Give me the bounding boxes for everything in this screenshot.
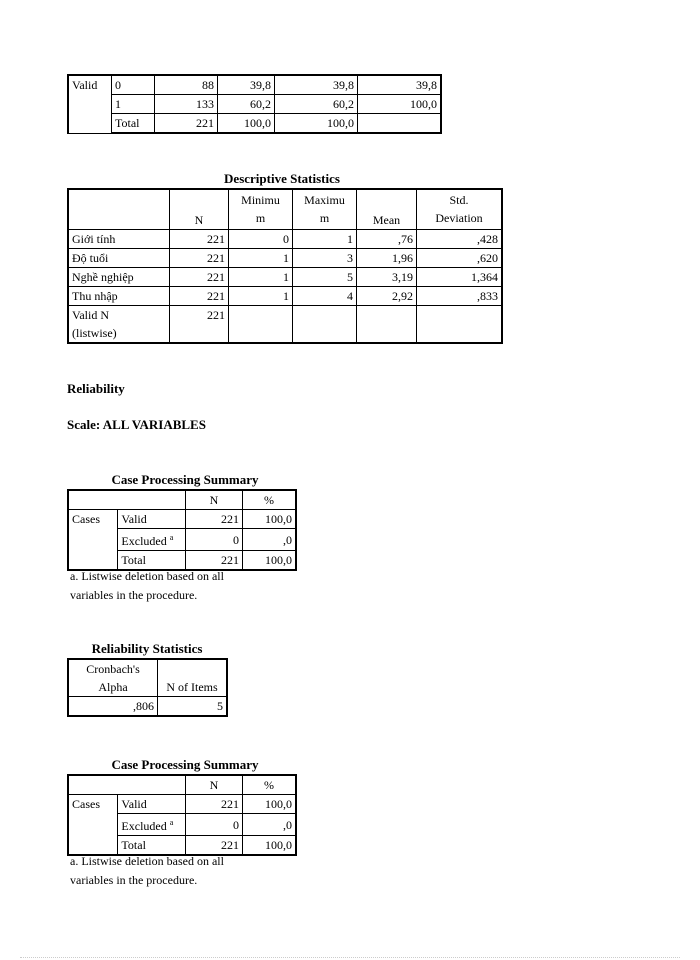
empty-cell — [293, 305, 357, 343]
header-minimum: Minimu m — [229, 189, 293, 229]
empty-cell — [229, 305, 293, 343]
valid-percent-cell: 39,8 — [275, 75, 358, 95]
row-label: Giới tính — [68, 229, 170, 248]
min-cell: 0 — [229, 229, 293, 248]
n-cell: 221 — [186, 795, 243, 814]
percent-cell: 100,0 — [243, 551, 297, 571]
max-cell: 3 — [293, 248, 357, 267]
frequency-cell: 88 — [155, 75, 218, 95]
n-cell: 221 — [186, 510, 243, 529]
row-label: Excluded $^a$ — [118, 529, 186, 551]
min-cell: 1 — [229, 286, 293, 305]
corner-cell — [68, 775, 186, 795]
n-cell: 221 — [170, 248, 229, 267]
case-summary-title: Case Processing Summary — [111, 472, 259, 487]
row-label: Excluded $^a$ — [118, 814, 186, 836]
reliability-stats-table — [67, 658, 228, 717]
std-cell: 1,364 — [417, 267, 503, 286]
corner-cell — [68, 189, 170, 229]
percent-cell: 100,0 — [243, 836, 297, 856]
n-cell: 221 — [170, 229, 229, 248]
mean-cell: 1,96 — [357, 248, 417, 267]
mean-cell: 2,92 — [357, 286, 417, 305]
valid-percent-cell: 100,0 — [275, 114, 358, 134]
percent-cell: ,0 — [243, 814, 297, 836]
min-cell: 1 — [229, 267, 293, 286]
scale-heading: Scale: ALL VARIABLES — [67, 417, 206, 432]
header-n: N — [170, 189, 229, 229]
header-n: N — [186, 490, 243, 510]
frequency-cell: 133 — [155, 95, 218, 114]
max-cell: 5 — [293, 267, 357, 286]
cases-label: Cases — [68, 795, 118, 856]
header-percent: % — [243, 490, 297, 510]
n-cell: 221 — [170, 267, 229, 286]
row-label: Valid — [118, 795, 186, 814]
mean-cell: ,76 — [357, 229, 417, 248]
cases-label: Cases — [68, 510, 118, 571]
descriptive-table — [67, 188, 503, 344]
category-cell: 0 — [112, 75, 155, 95]
frequency-table — [67, 74, 442, 134]
cumulative-percent-cell: 100,0 — [358, 95, 442, 114]
reliability-heading: Reliability — [67, 381, 125, 396]
std-cell: ,620 — [417, 248, 503, 267]
descriptive-title: Descriptive Statistics — [224, 171, 340, 186]
percent-cell: 100,0 — [243, 795, 297, 814]
page-edge-divider — [20, 957, 680, 958]
footnote-2: a. Listwise deletion based on all variables in the procedure. — [70, 854, 224, 887]
row-label: Thu nhập — [68, 286, 170, 305]
percent-cell: 60,2 — [218, 95, 275, 114]
header-n-items: N of Items — [158, 659, 228, 697]
corner-cell — [68, 490, 186, 510]
n-cell: 221 — [170, 286, 229, 305]
row-label: Độ tuổi — [68, 248, 170, 267]
max-cell: 1 — [293, 229, 357, 248]
row-label: Nghề nghiệp — [68, 267, 170, 286]
case-summary-title-2: Case Processing Summary — [111, 757, 259, 772]
percent-cell: 39,8 — [218, 75, 275, 95]
row-label: Total — [118, 551, 186, 571]
category-cell: 1 — [112, 95, 155, 114]
row-label: Valid — [118, 510, 186, 529]
reliability-stats-title: Reliability Statistics — [91, 641, 203, 656]
valid-label: Valid — [68, 75, 112, 133]
percent-cell: 100,0 — [218, 114, 275, 134]
footnote: a. Listwise deletion based on all variables in the procedure. — [70, 569, 224, 602]
n-items-cell: 5 — [158, 697, 228, 717]
cumulative-percent-cell: 39,8 — [358, 75, 442, 95]
max-cell: 4 — [293, 286, 357, 305]
header-std-deviation: Std. Deviation — [417, 189, 503, 229]
empty-cell — [417, 305, 503, 343]
header-cronbach-alpha: Cronbach's Alpha — [68, 659, 158, 697]
header-maximum: Maximu m — [293, 189, 357, 229]
valid-n-cell: 221 — [170, 305, 229, 343]
valid-percent-cell: 60,2 — [275, 95, 358, 114]
cumulative-percent-cell — [358, 114, 442, 134]
n-cell: 221 — [186, 551, 243, 571]
n-cell: 0 — [186, 529, 243, 551]
n-cell: 221 — [186, 836, 243, 856]
alpha-cell: ,806 — [68, 697, 158, 717]
case-summary-table-2 — [67, 774, 297, 856]
std-cell: ,833 — [417, 286, 503, 305]
header-percent: % — [243, 775, 297, 795]
n-cell: 0 — [186, 814, 243, 836]
header-n: N — [186, 775, 243, 795]
min-cell: 1 — [229, 248, 293, 267]
category-cell: Total — [112, 114, 155, 134]
percent-cell: ,0 — [243, 529, 297, 551]
empty-cell — [357, 305, 417, 343]
valid-n-label: Valid N (listwise) — [68, 305, 170, 343]
frequency-cell: 221 — [155, 114, 218, 134]
case-summary-table — [67, 489, 297, 571]
std-cell: ,428 — [417, 229, 503, 248]
row-label: Total — [118, 836, 186, 856]
percent-cell: 100,0 — [243, 510, 297, 529]
mean-cell: 3,19 — [357, 267, 417, 286]
header-mean: Mean — [357, 189, 417, 229]
